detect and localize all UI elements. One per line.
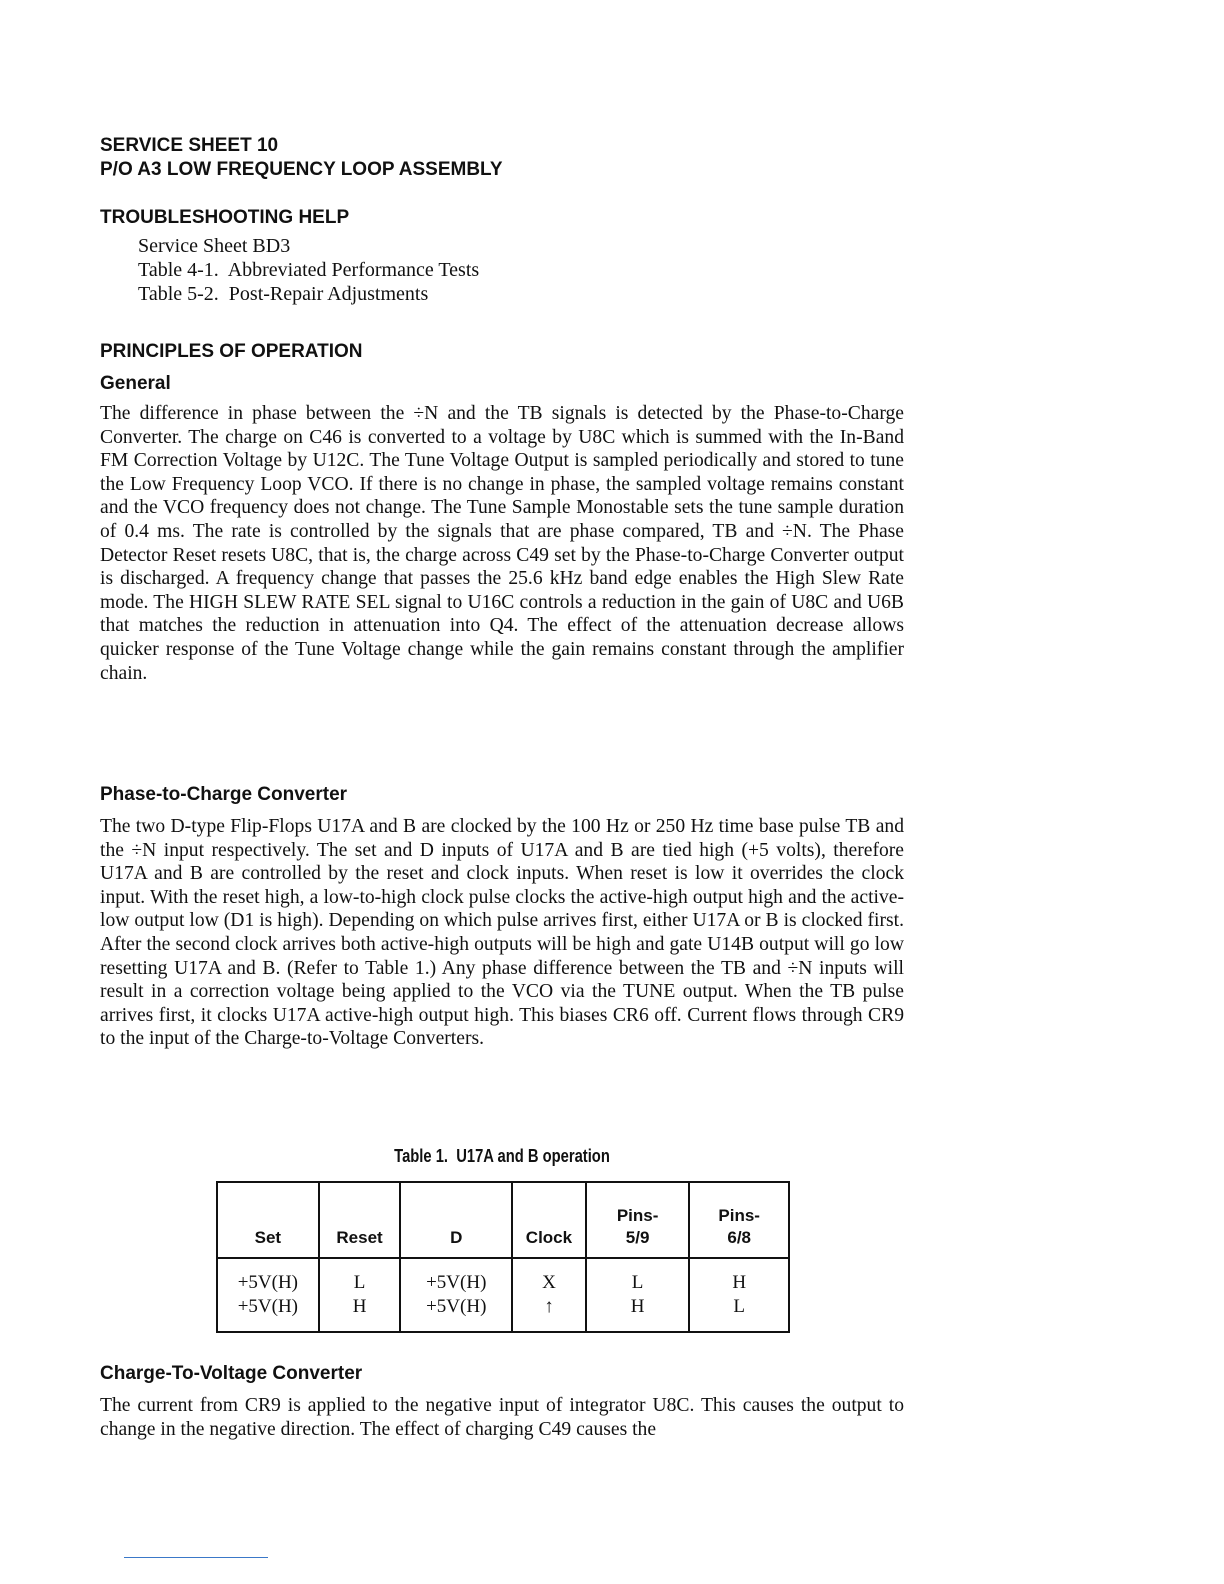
list-item: Table 4-1. Abbreviated Performance Tests xyxy=(138,259,480,281)
table1-caption: Table 1. U17A and B operation xyxy=(394,1146,610,1166)
column-header: Clock xyxy=(512,1182,586,1258)
table-cell: H xyxy=(689,1258,789,1295)
sheet-title-line2: P/O A3 LOW FREQUENCY LOOP ASSEMBLY xyxy=(100,159,503,180)
table-cell: +5V(H) xyxy=(400,1258,512,1295)
table-cell: H xyxy=(319,1295,401,1332)
troubleshooting-heading: TROUBLESHOOTING HELP xyxy=(100,207,350,228)
principles-heading: PRINCIPLES OF OPERATION xyxy=(100,341,363,362)
column-header: D xyxy=(400,1182,512,1258)
list-item: Service Sheet BD3 xyxy=(138,235,291,257)
footer-rule xyxy=(124,1557,268,1558)
general-heading: General xyxy=(100,373,171,394)
column-header: Pins- 5/9 xyxy=(586,1182,690,1258)
table-cell: +5V(H) xyxy=(217,1295,319,1332)
charge-to-voltage-section xyxy=(100,1362,904,1441)
general-paragraph: The difference in phase between the ÷N and the TB signals is detected by the Phase-to-Charge Converter. The charge on C46 is converted to a voltage by U8C which is summed with the In-Band FM Correction Voltage by U12C. The Tune Voltage Output is sampled periodically and stored to tune the Low Frequency Loop VCO. If there is no change in phase, the sampled voltage remains constant and the VCO frequency does not change. The Tune Sample Monostable sets the tune sample duration of 0.4 ms. The rate is controlled by the signals that are phase compared, TB and ÷N. The Phase Detector Reset resets U8C, that is, the charge across C49 set by the Phase-to-Charge Converter output is discharged. A frequency change that passes the 25.6 kHz band edge enables the High Slew Rate mode. The HIGH SLEW RATE SEL signal to U16C controls a reduction in the gain of U8C and U6B that matches the reduction in attenuation into Q4. The effect of the attenuation decrease allows quicker response of the Tune Voltage change while the gain remains constant through the amplifier chain. xyxy=(100,403,904,684)
table-cell: ↑ xyxy=(512,1295,586,1332)
phase-to-charge-paragraph: The two D-type Flip-Flops U17A and B are clocked by the 100 Hz or 250 Hz time base pulse TB and the ÷N input respectively. The set and D inputs of U17A and B are tied high (+5 volts), therefore U17A and B are controlled by the reset and clock inputs. When reset is low it overrides the clock input. With the reset high, a low-to-high clock pulse clocks the active-high output high and the active-low output low (D1 is high). Depending on which pulse arrives first, either U17A or B is clocked first. After the second clock arrives both active-high outputs will be high and gate U14B output will go low resetting U17A and B. (Refer to Table 1.) Any phase difference between the TB and ÷N inputs will result in a correction voltage being applied to the VCO via the TUNE output. When the TB pulse arrives first, it clocks U17A active-high output high. This biases CR6 off. Current flows through CR9 to the input of the Charge-to-Voltage Converters. xyxy=(100,816,904,1050)
phase-to-charge-heading: Phase-to-Charge Converter xyxy=(100,784,348,805)
table-cell: L xyxy=(586,1258,690,1295)
operation-table xyxy=(216,1181,790,1333)
table1-block xyxy=(100,1146,904,1333)
table-header-row xyxy=(217,1182,789,1258)
list-item: Table 5-2. Post-Repair Adjustments xyxy=(138,283,429,305)
table-cell: L xyxy=(689,1295,789,1332)
troubleshooting-list xyxy=(138,234,904,306)
sheet-header xyxy=(100,134,904,182)
column-header: Reset xyxy=(319,1182,401,1258)
column-header: Set xyxy=(217,1182,319,1258)
troubleshooting-section xyxy=(100,206,904,306)
table-cell: X xyxy=(512,1258,586,1295)
table-cell: +5V(H) xyxy=(217,1258,319,1295)
charge-to-voltage-paragraph: The current from CR9 is applied to the negative input of integrator U8C. This causes the output to change in the negative direction. The effect of charging C49 causes the xyxy=(100,1395,904,1440)
sheet-title-line1: SERVICE SHEET 10 xyxy=(100,135,279,156)
table-cell: +5V(H) xyxy=(400,1295,512,1332)
table-row xyxy=(217,1258,789,1295)
table-cell: L xyxy=(319,1258,401,1295)
column-header: Pins- 6/8 xyxy=(689,1182,789,1258)
table-row xyxy=(217,1295,789,1332)
principles-section xyxy=(100,340,904,685)
table-cell: H xyxy=(586,1295,690,1332)
charge-to-voltage-heading: Charge-To-Voltage Converter xyxy=(100,1363,363,1384)
phase-to-charge-section xyxy=(100,783,904,1051)
